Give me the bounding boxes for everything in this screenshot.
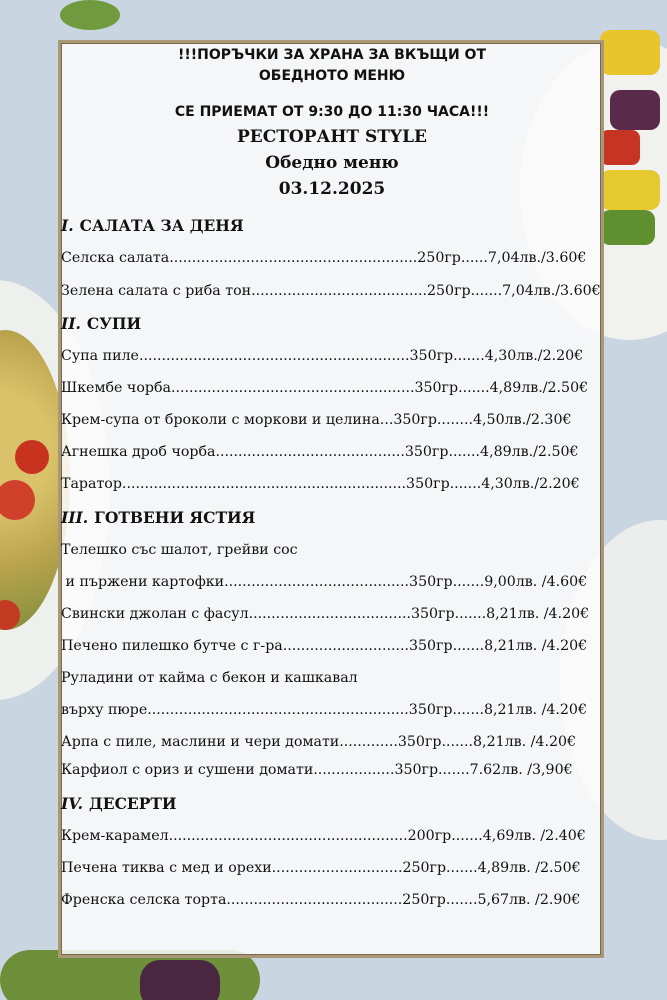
section-number: IV.: [61, 794, 83, 813]
section-title: САЛАТА ЗА ДЕНЯ: [79, 216, 244, 235]
menu-item: Зелена салата с риба тон.......................................250гр.......7,04лв./3.60€: [61, 283, 601, 299]
tomato-image: [600, 130, 640, 165]
order-notice-line: ОБЕДНОТО МЕНЮ: [258, 68, 406, 84]
menu-item: Арпа с пиле, маслини и чери домати.............350гр.......8,21лв. /4.20€: [61, 734, 577, 750]
menu-item: Селска салата.......................................................250гр......7,04лв./3.60€: [61, 250, 587, 266]
section-heading-salad: [61, 216, 244, 235]
section-number: II.: [61, 314, 81, 333]
menu-item: Крем-супа от броколи с моркови и целина...350гр........4,50лв./2.30€: [61, 412, 572, 428]
order-notice-line: СЕ ПРИЕМАТ ОТ 9:30 ДО 11:30 ЧАСА!!!: [174, 104, 490, 120]
menu-item: Печена тиква с мед и орехи.............................250гр.......4,89лв. /2.50€: [61, 860, 581, 876]
onion-image: [610, 90, 660, 130]
zucchini-image: [600, 210, 655, 245]
menu-item: Свински джолан с фасул....................................350гр.......8,21лв. /4.20€: [61, 606, 590, 622]
menu-item: и пържени картофки.........................................350гр.......9,00лв. /4.60€: [61, 574, 588, 590]
menu-item: Руладини от кайма с бекон и кашкавал: [61, 670, 358, 686]
section-number: I.: [61, 216, 74, 235]
menu-item: Агнешка дроб чорба..........................................350гр.......4,89лв./2.50€: [61, 444, 579, 460]
menu-item: върху пюре..........................................................350гр.......8,21лв. /4.20€: [61, 702, 587, 718]
menu-title: Обедно меню: [265, 153, 399, 173]
menu-item: Супа пиле............................................................350гр.......4,30лв./2.20€: [61, 348, 584, 364]
menu-date: 03.12.2025: [278, 179, 386, 199]
section-title: ГОТВЕНИ ЯСТИЯ: [94, 508, 256, 527]
tomato-image: [15, 440, 49, 474]
pepper-image: [600, 170, 660, 210]
menu-item: Таратор...............................................................350гр.......4,30лв./2.20€: [61, 476, 580, 492]
section-heading-soups: [61, 314, 141, 333]
menu-item: Френска селска торта.......................................250гр.......5,67лв. /2.90€: [61, 892, 581, 908]
menu-item: Шкембе чорба......................................................350гр.......4,89лв./2.50€: [61, 380, 589, 396]
menu-item: Карфиол с ориз и сушени домати..................350гр.......7.62лв. /3,90€: [61, 762, 573, 778]
menu-item: Печено пилешко бутче с г-ра............................350гр.......8,21лв. /4.20€: [61, 638, 588, 654]
onion-image: [140, 960, 220, 1000]
menu-item: Телешко със шалот, грейви сос: [61, 542, 298, 558]
section-number: III.: [61, 508, 89, 527]
section-title: СУПИ: [86, 314, 142, 333]
menu-item: Крем-карамел.....................................................200гр.......4,69лв. /2.40€: [61, 828, 586, 844]
restaurant-name: РЕСТОРАНТ STYLE: [237, 127, 427, 147]
order-notice-line: !!!ПОРЪЧКИ ЗА ХРАНА ЗА ВКЪЩИ ОТ: [177, 47, 487, 63]
section-title: ДЕСЕРТИ: [88, 794, 177, 813]
leaf-image: [60, 0, 120, 30]
section-heading-main-dishes: [61, 508, 255, 527]
section-heading-desserts: [61, 794, 177, 813]
pepper-image: [600, 30, 660, 75]
menu-panel: [58, 40, 604, 958]
